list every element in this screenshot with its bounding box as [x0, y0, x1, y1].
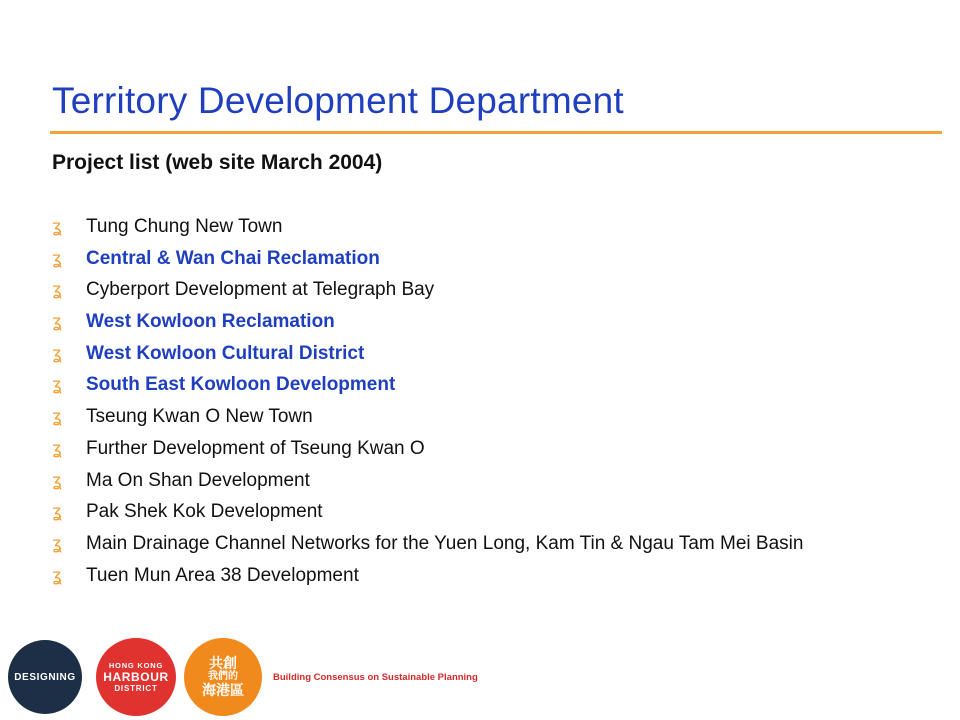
list-item-text: Ma On Shan Development	[86, 469, 310, 491]
list-item-text: Tseung Kwan O New Town	[86, 406, 313, 428]
bullet-icon: ʓ	[52, 217, 62, 237]
hk-logo-line3: DISTRICT	[114, 684, 158, 693]
list-item	[52, 279, 912, 301]
list-item-text: West Kowloon Cultural District	[86, 342, 365, 364]
designing-logo-text: DESIGNING	[14, 671, 76, 683]
bullet-icon: ʓ	[52, 280, 62, 301]
list-item	[52, 374, 912, 396]
list-item	[52, 565, 912, 587]
list-item	[52, 470, 912, 492]
list-item-text: Tung Chung New Town	[86, 216, 283, 237]
cn-logo-line3: 海港區	[202, 682, 244, 698]
bullet-icon: ʓ	[52, 343, 62, 364]
list-item-text: Main Drainage Channel Networks for the Yuen Long, Kam Tin & Ngau Tam Mei Basin	[86, 532, 804, 554]
title-underline	[50, 131, 942, 134]
list-item	[52, 311, 912, 333]
bullet-icon: ʓ	[52, 565, 62, 586]
list-item-text: Pak Shek Kok Development	[86, 501, 323, 523]
chinese-harbour-logo	[184, 638, 262, 716]
list-item	[52, 533, 912, 555]
list-item-text: Tuen Mun Area 38 Development	[86, 564, 359, 586]
list-item-text: Cyberport Development at Telegraph Bay	[86, 279, 435, 301]
bullet-icon: ʓ	[52, 470, 62, 491]
list-item-text: Further Development of Tseung Kwan O	[86, 437, 425, 459]
bullet-icon: ʓ	[52, 248, 62, 269]
bullet-icon: ʓ	[52, 533, 62, 554]
list-item	[52, 216, 912, 238]
list-item-text: West Kowloon Reclamation	[86, 311, 335, 333]
cn-logo-line2: 我們的	[208, 671, 238, 682]
list-item-text: Central & Wan Chai Reclamation	[86, 247, 380, 269]
bullet-icon: ʓ	[52, 438, 62, 459]
hk-logo-line1: HONG KONG	[108, 661, 164, 670]
hk-logo-line2: HARBOUR	[103, 670, 169, 684]
bullet-icon: ʓ	[52, 312, 62, 333]
list-item	[52, 501, 912, 523]
bullet-icon: ʓ	[52, 502, 62, 523]
bullet-icon: ʓ	[52, 407, 62, 428]
slide-title: Territory Development Department	[52, 80, 624, 121]
project-list	[52, 216, 912, 596]
list-item-text: South East Kowloon Development	[86, 374, 396, 396]
list-item	[52, 406, 912, 428]
bullet-icon: ʓ	[52, 375, 62, 396]
slide-subtitle: Project list (web site March 2004)	[52, 151, 383, 174]
list-item	[52, 248, 912, 270]
list-item	[52, 343, 912, 365]
hong-kong-harbour-district-logo	[96, 638, 176, 716]
list-item	[52, 438, 912, 460]
designing-logo	[8, 640, 82, 714]
footer-tagline: Building Consensus on Sustainable Planning	[273, 672, 478, 683]
cn-logo-line1: 共創	[209, 655, 237, 671]
